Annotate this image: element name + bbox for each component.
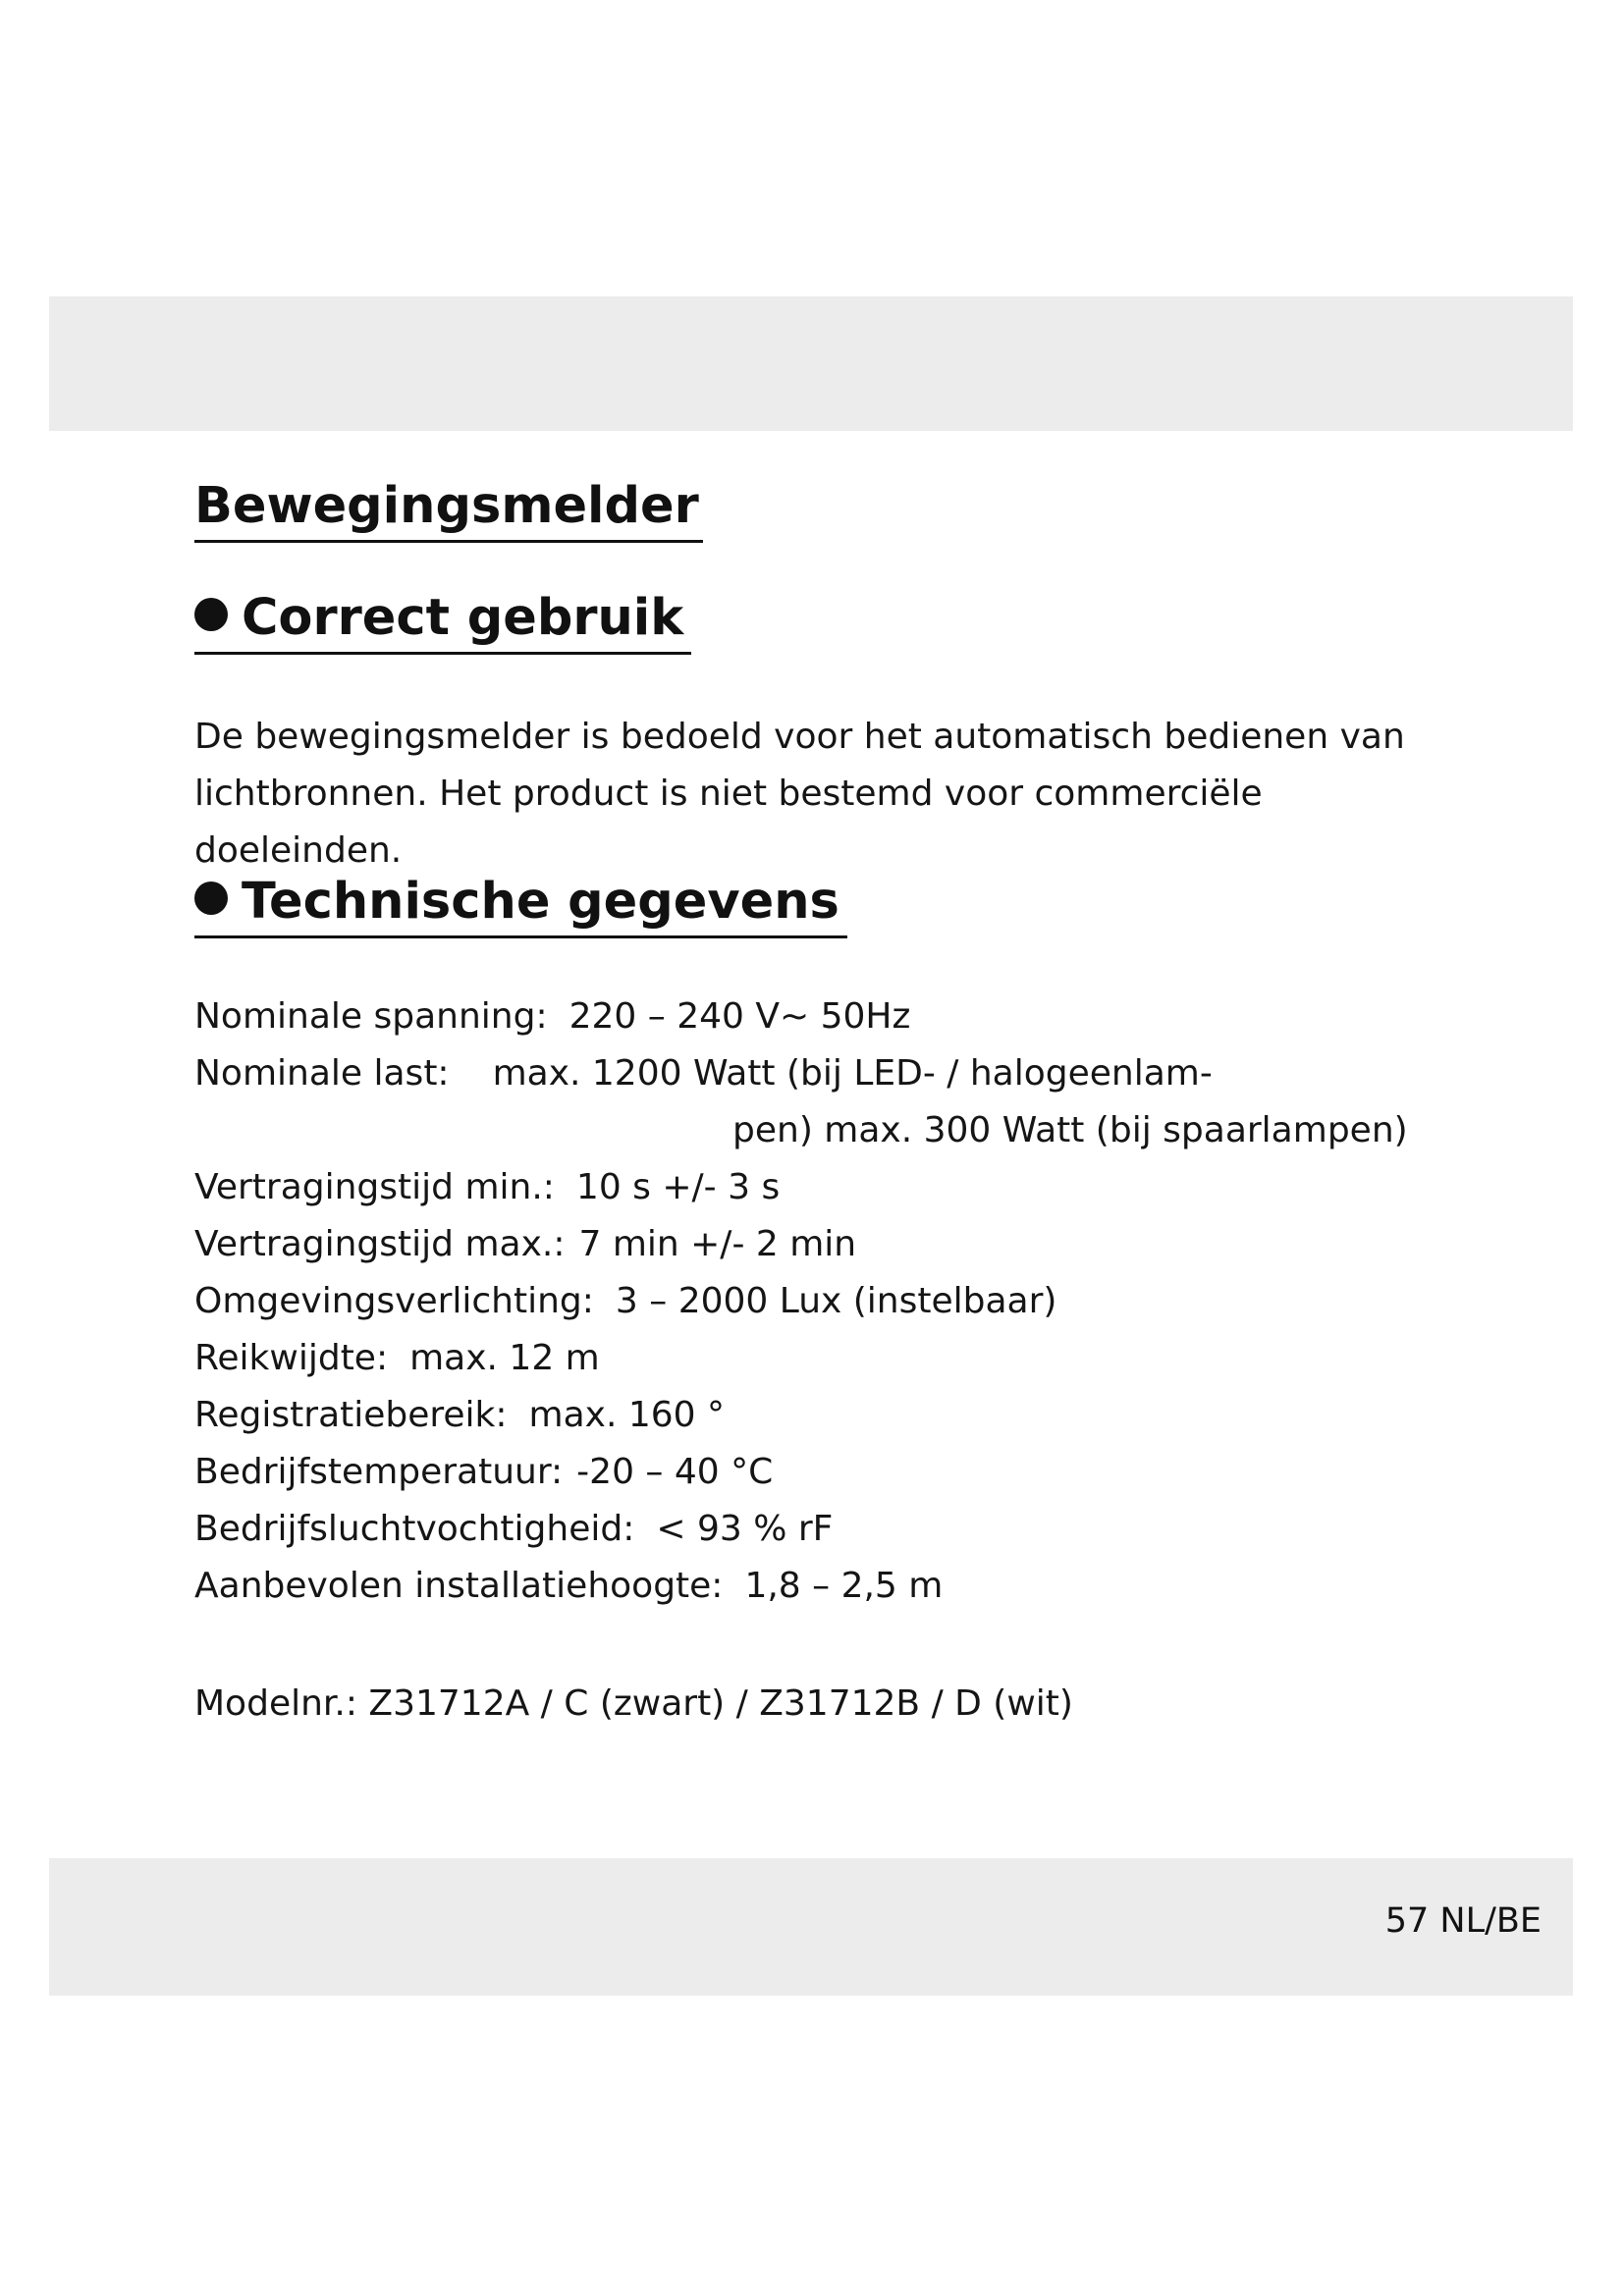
bullet-icon [194,881,228,915]
section-heading-technical-data [194,871,847,938]
spec-label: Vertragingstijd max.: [194,1224,566,1264]
paragraph-line: De bewegingsmelder is bedoeld voor het automatisch bedienen van [194,717,1405,757]
spec-label: Bedrijfstemperatuur: [194,1452,564,1492]
page-title: Bewegingsmelder [194,475,703,543]
spec-label: Bedrijfsluchtvochtigheid: [194,1509,635,1549]
spec-row-installation-height [194,1558,1471,1615]
spec-row-detection-angle [194,1387,1471,1444]
spec-value: 1,8 – 2,5 m [744,1566,944,1606]
spec-row-operating-humidity [194,1501,1471,1558]
spec-value: max. 12 m [409,1338,600,1378]
section-heading-correct-use-label: Correct gebruik [242,589,684,647]
section-heading-correct-use [194,587,691,655]
spec-row-nominal-voltage [194,988,1471,1045]
spec-row-range [194,1330,1471,1387]
spec-value: 3 – 2000 Lux (instelbaar) [615,1281,1057,1321]
spec-value: max. 1200 Watt (bij LED- / halogeenlam- [492,1053,1213,1094]
correct-use-paragraph [194,709,1471,880]
spec-list [194,988,1471,1615]
spec-label: Aanbevolen installatiehoogte: [194,1566,724,1606]
page-number: 57 NL/BE [1384,1901,1542,1941]
spec-value-continuation: pen) max. 300 Watt (bij spaarlampen) [732,1110,1408,1150]
spec-value: < 93 % rF [656,1509,834,1549]
spec-label: Reikwijdte: [194,1338,389,1378]
footer-band [49,1858,1573,1996]
spec-row-operating-temperature [194,1444,1471,1501]
bullet-icon [194,598,228,631]
spec-row-delay-max [194,1216,1471,1273]
paragraph-line: lichtbronnen. Het product is niet bestemd voor commerciële doeleinden. [194,774,1263,871]
spec-label: Nominale last: [194,1053,450,1094]
spec-label: Nominale spanning: [194,996,548,1037]
spec-row-delay-min [194,1159,1471,1216]
spec-row-ambient-light [194,1273,1471,1330]
spec-label: Vertragingstijd min.: [194,1167,555,1207]
section-heading-technical-data-label: Technische gegevens [242,873,839,931]
spec-row-nominal-load [194,1045,1471,1102]
spec-label: Registratiebereik: [194,1395,508,1435]
header-band [49,296,1573,431]
spec-value: 7 min +/- 2 min [578,1224,857,1264]
spec-value: max. 160 ° [528,1395,726,1435]
spec-value: 10 s +/- 3 s [575,1167,781,1207]
spec-value: 220 – 240 V~ 50Hz [568,996,911,1037]
spec-value: -20 – 40 °C [576,1452,774,1492]
model-number: Modelnr.: Z31712A / C (zwart) / Z31712B / D (wit) [194,1683,1073,1724]
spec-label: Omgevingsverlichting: [194,1281,594,1321]
